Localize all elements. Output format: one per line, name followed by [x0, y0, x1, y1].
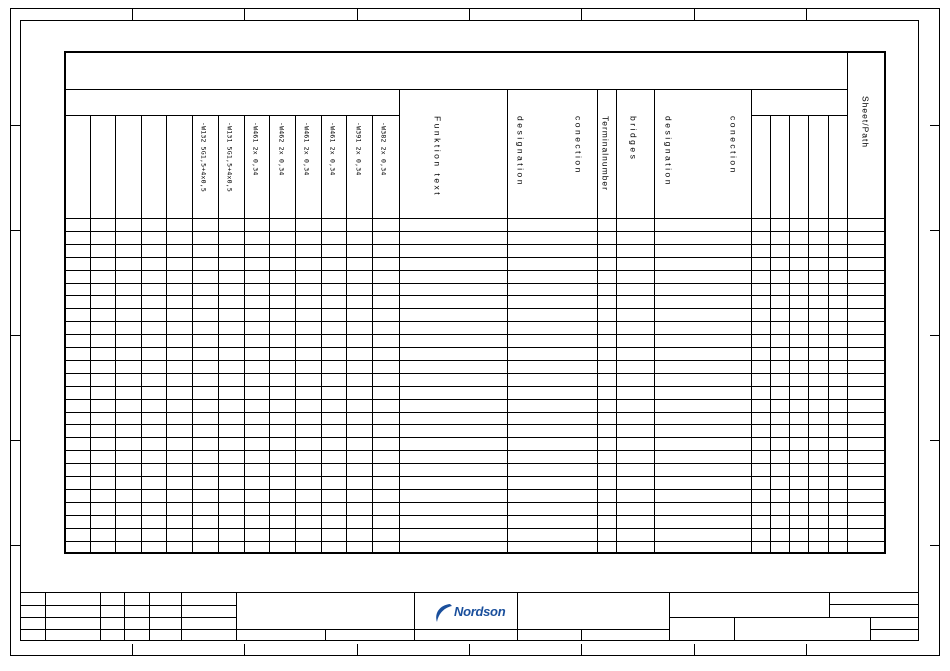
zone-tick	[930, 335, 940, 336]
row-line	[64, 231, 886, 232]
title-block-line	[734, 617, 735, 641]
cable-label-5: -W461 2x 0,34	[302, 122, 311, 176]
zone-tick	[930, 230, 940, 231]
title-block-line	[414, 592, 415, 641]
terminal-strip-table	[64, 51, 886, 554]
zone-tick	[10, 230, 20, 231]
cable-label-1: -W132 5G1,5+4x0,5	[199, 122, 208, 192]
title-block-line	[20, 617, 236, 618]
zone-tick	[244, 8, 245, 20]
row-line	[64, 515, 886, 516]
row-line	[64, 437, 886, 438]
zone-tick	[930, 440, 940, 441]
zone-tick	[694, 644, 695, 656]
row-line	[64, 321, 886, 322]
cable-label-2: -W131 5G1,5+4x0,5	[225, 122, 234, 192]
connection-left-header: conection	[573, 116, 584, 175]
row-line	[64, 270, 886, 271]
row-line	[64, 244, 886, 245]
row-line	[64, 386, 886, 387]
title-block-line	[870, 629, 919, 630]
title-block-line	[517, 592, 518, 641]
header-bottom-line	[64, 218, 886, 219]
zone-tick	[10, 335, 20, 336]
row-line	[64, 528, 886, 529]
zone-tick	[469, 8, 470, 20]
connection-right-header: conection	[728, 116, 739, 175]
bridges-header: bridges	[628, 116, 639, 162]
title-block-line	[829, 592, 830, 617]
function-text-header: Funktion text	[432, 116, 443, 198]
row-line	[64, 424, 886, 425]
logo-wordmark: Nordson	[454, 604, 506, 619]
zone-tick	[581, 644, 582, 656]
cable-label-6: -W461 2x 0,34	[328, 122, 337, 176]
zone-tick	[930, 545, 940, 546]
zone-tick	[806, 8, 807, 20]
zone-tick	[10, 545, 20, 546]
zone-tick	[930, 125, 940, 126]
right-header-divider	[751, 115, 848, 116]
designation-left-header: designation	[515, 116, 526, 187]
row-line	[64, 463, 886, 464]
row-line	[64, 257, 886, 258]
header-band-divider	[64, 89, 848, 90]
title-block-line	[829, 604, 919, 605]
row-line	[64, 373, 886, 374]
terminal-number-header: Terminalnumber	[600, 116, 611, 191]
row-line	[64, 334, 886, 335]
title-block-line	[149, 592, 150, 641]
row-line	[64, 283, 886, 284]
zone-tick	[469, 644, 470, 656]
zone-tick	[132, 644, 133, 656]
title-block-line	[236, 629, 669, 630]
zone-tick	[806, 644, 807, 656]
title-block-line	[100, 592, 101, 641]
title-block-line	[45, 592, 46, 641]
row-line	[64, 412, 886, 413]
row-line	[64, 489, 886, 490]
title-block-line	[181, 592, 182, 641]
zone-tick	[694, 8, 695, 20]
title-block-line	[236, 592, 237, 641]
title-block-line	[20, 605, 236, 606]
zone-tick	[357, 8, 358, 20]
title-block-line	[581, 629, 582, 641]
nordson-logo	[432, 601, 506, 625]
title-block-line	[325, 629, 326, 641]
cable-label-4: -W462 2x 0,34	[277, 122, 286, 176]
row-line	[64, 295, 886, 296]
title-block-line	[124, 592, 125, 641]
zone-tick	[10, 125, 20, 126]
zone-tick	[10, 440, 20, 441]
cable-label-8: -W382 2x 0,34	[379, 122, 388, 176]
zone-tick	[244, 644, 245, 656]
title-block-top	[20, 592, 919, 593]
row-line	[64, 502, 886, 503]
sheet-path-header: Sheet/Path	[860, 96, 871, 149]
sheet-path-divider	[847, 51, 848, 554]
title-block-line	[669, 617, 919, 618]
cable-label-7: -W391 2x 0,34	[354, 122, 363, 176]
row-line	[64, 308, 886, 309]
row-line	[64, 399, 886, 400]
cable-label-3: -W461 2x 0,34	[251, 122, 260, 176]
zone-tick	[132, 8, 133, 20]
row-line	[64, 450, 886, 451]
zone-tick	[357, 644, 358, 656]
row-line	[64, 541, 886, 542]
title-block-line	[20, 629, 236, 630]
row-line	[64, 476, 886, 477]
zone-tick	[581, 8, 582, 20]
designation-right-header: designation	[663, 116, 674, 187]
row-line	[64, 360, 886, 361]
row-line	[64, 347, 886, 348]
